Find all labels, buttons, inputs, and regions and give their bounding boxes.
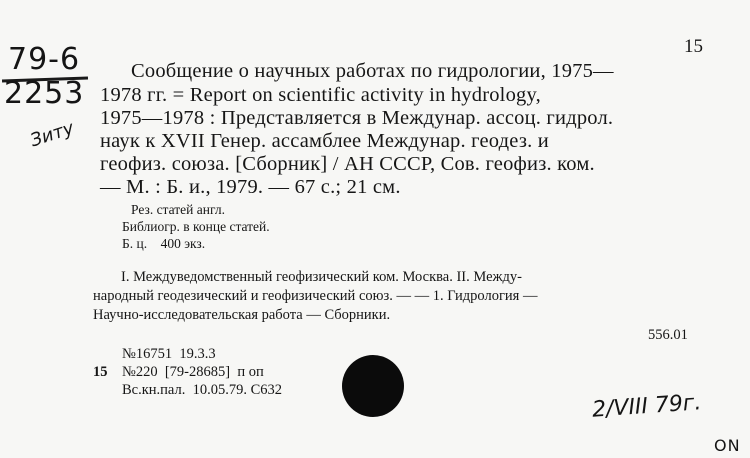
entry-line-6: — М. : Б. и., 1979. — 67 с.; 21 см. bbox=[100, 176, 401, 198]
handwritten-mark-corner: ON bbox=[714, 436, 741, 455]
tracing-line-2: народный геодезический и геофизический союз. — — 1. Гидрология — bbox=[93, 288, 538, 304]
classification-number: 556.01 bbox=[648, 327, 688, 343]
entry-line-4: наук к XVII Генер. ассамблее Междунар. геодез. и bbox=[100, 130, 549, 152]
imprint-line-2: №220 [79-28685] п оп bbox=[122, 364, 264, 380]
page-number: 15 bbox=[684, 36, 703, 57]
note-summary: Рез. статей англ. bbox=[131, 202, 225, 217]
entry-line-3: 1975—1978 : Представляется в Междунар. ассоц. гидрол. bbox=[100, 107, 614, 129]
imprint-line-2-prefix: 15 bbox=[93, 364, 108, 380]
handwritten-mark-bottom-right: 2/VIII 79г. bbox=[591, 390, 703, 423]
note-print-run: Б. ц. 400 экз. bbox=[122, 236, 206, 251]
imprint-line-3: Вс.кн.пал. 10.05.79. С632 bbox=[122, 382, 283, 398]
handwritten-call-number-bottom: 2253 bbox=[4, 76, 85, 111]
punch-hole bbox=[342, 355, 404, 417]
entry-line-2: 1978 гг. = Report on scientific activity in hydrology, bbox=[100, 84, 541, 106]
tracing-line-3: Научно-исследовательская работа — Сборники. bbox=[93, 307, 391, 323]
handwritten-mark-left: Зиту bbox=[27, 117, 77, 152]
imprint-line-1: №16751 19.3.3 bbox=[122, 346, 216, 362]
tracing-line-1: I. Междуведомственный геофизический ком. Москва. II. Между- bbox=[121, 269, 523, 285]
handwritten-call-number-top: 79-6 bbox=[8, 42, 81, 77]
note-bibliography: Библиогр. в конце статей. bbox=[122, 219, 270, 234]
entry-line-1: Сообщение о научных работах по гидрологии, 1975— bbox=[131, 60, 614, 82]
entry-line-5: геофиз. союза. [Сборник] / АН СССР, Сов. геофиз. ком. bbox=[100, 153, 595, 175]
